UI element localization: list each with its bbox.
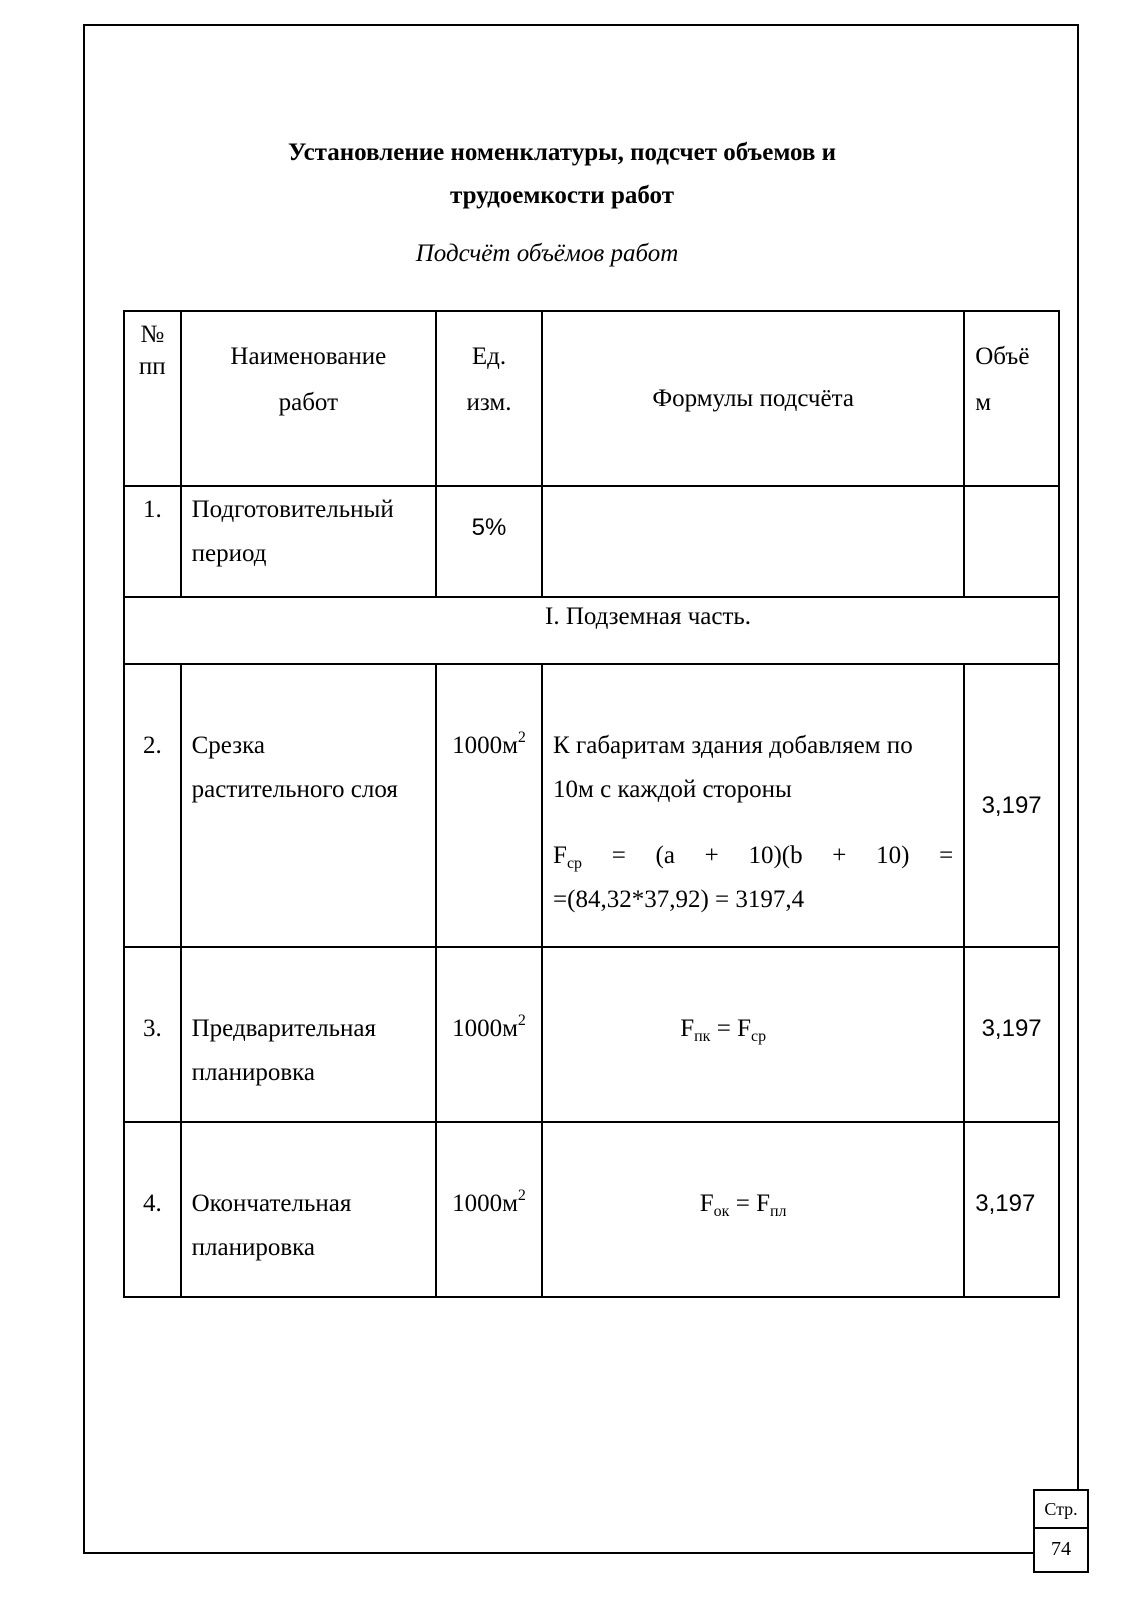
- row3-formula-left: F: [680, 1015, 695, 1042]
- row2-name: [181, 664, 436, 947]
- row4-formula-expression: [523, 1181, 963, 1227]
- row2-formula-f: [553, 833, 582, 879]
- header-unit-line2: изм.: [466, 389, 512, 416]
- row4-num: [124, 1122, 181, 1297]
- row3-unit-sup: 2: [517, 1012, 526, 1029]
- header-name-line2: работ: [278, 389, 339, 416]
- row4-unit-text: 1000м: [452, 1190, 518, 1217]
- row2-formula-token: +: [832, 842, 847, 869]
- row2-formula-token: =: [611, 842, 626, 869]
- page-number: 74: [1033, 1529, 1089, 1573]
- row4-formula-left: F: [699, 1190, 714, 1217]
- row2-name-line2: растительного слоя: [191, 776, 398, 803]
- row3-name-line2: планировка: [191, 1059, 316, 1086]
- header-name-line1: Наименование: [230, 343, 387, 370]
- row2-name-line1: Срезка: [191, 732, 265, 759]
- row3-name-line1: Предварительная: [191, 1015, 376, 1042]
- row2-formula-token: (a: [655, 842, 675, 869]
- row2-formula-token: 10)(b: [748, 842, 803, 869]
- row2-formula-text-line2: 10м с каждой стороны: [553, 776, 792, 803]
- row4-num-value: 4.: [142, 1190, 162, 1217]
- row3-num: [124, 947, 181, 1122]
- row2-unit: [436, 664, 542, 947]
- row2-num-value: 2.: [142, 732, 162, 759]
- document-title-line2: трудоемкости работ: [450, 182, 674, 209]
- header-unit: [436, 311, 542, 486]
- row4-unit-sup: 2: [517, 1187, 526, 1204]
- row2-volume-value: 3,197: [981, 791, 1042, 819]
- row4-formula-left-sub: ок: [713, 1203, 730, 1220]
- header-volume-line2: м: [975, 389, 992, 416]
- header-volume-line1: Объё: [975, 343, 1030, 370]
- row2-volume: [964, 664, 1059, 947]
- row1-unit-value: 5%: [471, 514, 507, 541]
- row2-formula-f-letter: F: [553, 842, 567, 869]
- table-row: [124, 664, 1059, 947]
- section-row: [124, 597, 1059, 664]
- row2-unit-text: 1000м: [452, 732, 518, 759]
- header-num-symbol: №: [140, 321, 165, 348]
- row3-unit-value: [437, 1006, 541, 1052]
- row2-unit-sup: 2: [517, 729, 526, 746]
- table-header-row: [124, 311, 1059, 486]
- row1-formula: [542, 486, 964, 597]
- row4-name: [181, 1122, 436, 1297]
- table-row: [124, 1122, 1059, 1297]
- row4-name-line1: Окончательная: [191, 1190, 352, 1217]
- row3-formula-left-sub: пк: [694, 1028, 711, 1045]
- row1-name-line2: период: [191, 540, 267, 567]
- row2-formula-f-sub: ср: [566, 855, 583, 872]
- row3-volume-value: 3,197: [981, 1015, 1042, 1042]
- row1-name: [181, 486, 436, 597]
- row3-formula-expression: [483, 1006, 963, 1052]
- header-num: [124, 311, 181, 486]
- row3-formula-right-sub: ср: [750, 1028, 767, 1045]
- table-caption: Подсчёт объёмов работ: [415, 240, 679, 267]
- row2-num: [124, 664, 181, 947]
- row2-formula-token: 10): [876, 842, 910, 869]
- table-row: [124, 947, 1059, 1122]
- row3-num-value: 3.: [142, 1015, 162, 1042]
- document-title-line1: Установление номенклатуры, подсчет объемов и: [287, 139, 837, 166]
- header-name: [181, 311, 436, 486]
- row1-name-line1: Подготовительный: [191, 496, 394, 523]
- header-unit-line1: Ед.: [471, 343, 507, 370]
- row3-volume: [964, 947, 1059, 1122]
- row2-formula-text-line1: К габаритам здания добавляем по: [553, 732, 913, 759]
- section-label: I. Подземная часть.: [545, 603, 752, 630]
- row4-name-line2: планировка: [191, 1234, 316, 1261]
- row3-formula: [542, 947, 964, 1122]
- row2-formula-expression: [553, 833, 953, 879]
- row3-unit-text: 1000м: [452, 1015, 518, 1042]
- row4-volume: [964, 1122, 1059, 1297]
- row1-volume: [964, 486, 1059, 597]
- row4-formula-right: F: [756, 1190, 770, 1217]
- header-formula-label: Формулы подсчёта: [652, 384, 854, 412]
- row2-formula-token: +: [704, 842, 719, 869]
- row2-unit-value: [437, 723, 541, 769]
- row3-name: [181, 947, 436, 1122]
- row3-formula-eq: =: [710, 1015, 738, 1042]
- header-formula: [542, 311, 964, 486]
- header-volume: [964, 311, 1059, 486]
- row1-unit: [436, 486, 542, 597]
- table-row: [124, 486, 1059, 597]
- section-underground: [124, 597, 1059, 664]
- row4-unit-value: [437, 1181, 541, 1227]
- row4-volume-value: 3,197: [975, 1190, 1036, 1217]
- page-stamp-label: Стр.: [1033, 1489, 1089, 1529]
- row4-formula-right-sub: пл: [769, 1203, 787, 1220]
- row1-num: 1.: [124, 486, 181, 597]
- row2-formula-token: =: [939, 842, 954, 869]
- row2-formula: [542, 664, 964, 947]
- row4-formula-eq: =: [729, 1190, 757, 1217]
- row2-formula-result: =(84,32*37,92) = 3197,4: [553, 886, 805, 913]
- works-volume-table: [123, 310, 1060, 1298]
- row3-formula-right: F: [737, 1015, 751, 1042]
- row4-formula: [542, 1122, 964, 1297]
- header-num-pp: пп: [138, 353, 166, 380]
